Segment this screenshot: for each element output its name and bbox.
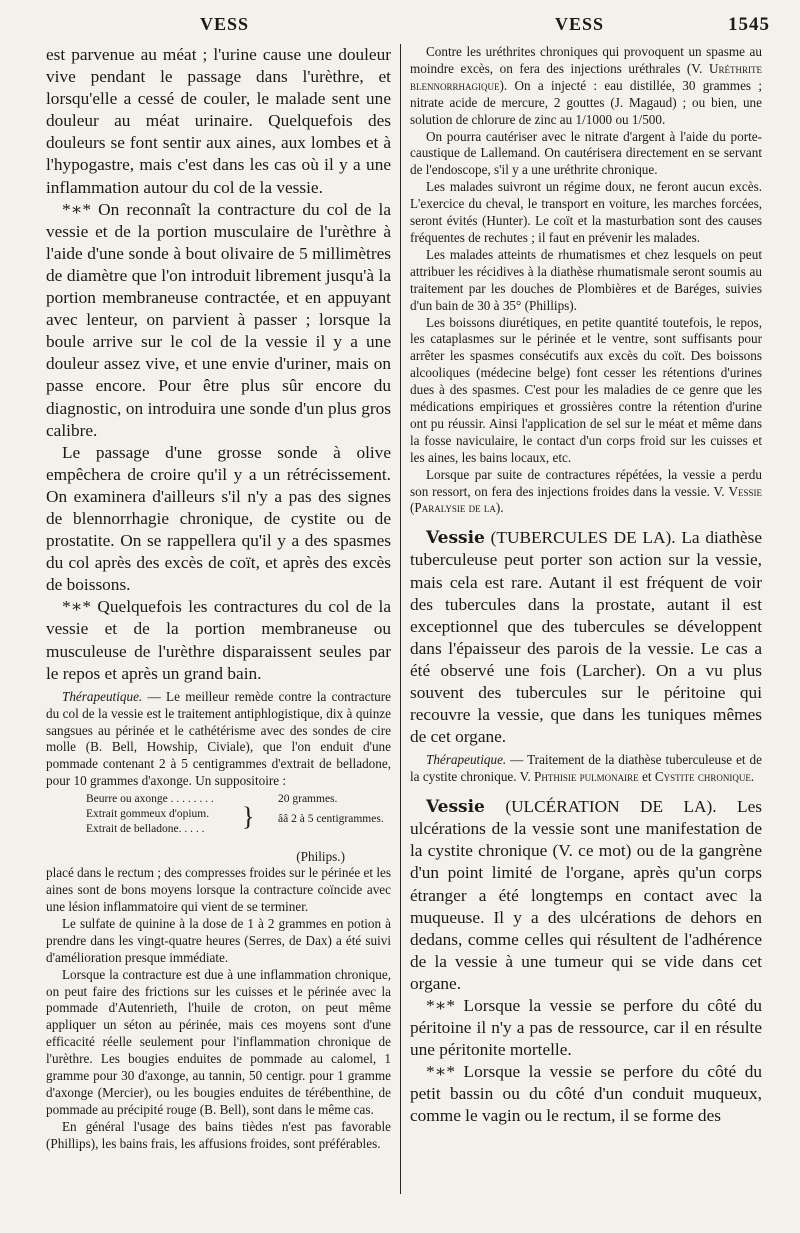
therapeutique-text: — Le meilleur remède contre la contracture du col de la vessie est le traitement antiphlogistique, dix à quinze sangsues au périnée et le cathétérisme avec des sondes de cire molle (B. Bell, Howship, Civiale), que l'on enduit d'une pommade contenant 2 à 5 centigrammes d'extrait de belladone, pour 10 grammes d'axonge. Un suppositoire : [46,688,391,789]
entry-text: La diathèse tuberculeuse peut porter son action sur la vessie, mais cela est rare. Autant il est fréquent de voir des tubercules dans la prostate, autant il est exceptionnel que des tubercules se développent dans l'épaisseur des parois de la vessie. Le cas a été observé une fois (Larcher). On a vu plus souvent des tubercules sur le péritoine qui recouvre la vessie, que dans les tuniques mêmes de cet organe. [410,528,762,747]
entry-title: (TUBERCULES DE LA). [484,528,676,548]
left-therapeutique-paragraph [46,689,391,790]
right-paragraph-6: Lorsque par suite de contractures répétées, la vessie a perdu son ressort, on fera des injections froides dans la vessie. V. Vessie (Paralysie de la). [410,466,762,516]
entry-headword: Vessie [426,797,485,818]
formula-quantity-2: ââ 2 à 5 centigrammes. [278,813,384,826]
left-paragraph-7: Le sulfate de quinine à la dose de 1 à 2 grammes en potion à prendre dans les vingt-quatre heures (Serres, de Dax) a été suivi d'amélioration presque immédiate. [46,915,391,965]
right-paragraph-2: On pourra cautériser avec le nitrate d'argent à l'aide du porte-caustique de Lallemand. On cautérisera directement en se servant de l'endoscope, s'il y a une uréthrite chronique. [410,128,762,178]
right-paragraph-5: Les boissons diurétiques, en petite quantité toutefois, le repos, les cataplasmes sur le périnée et le ventre, sont suffisants pour arrêter les spasmes consécutifs aux excès du coït. Des boissons alcooliques (médecine belge) font cesser les rétentions d'urines dues à des spasmes. C'est pour les maladies de ce genre que les médications empiriques et grossières contre la rétention d'urine ont pu réussir. Ainsi l'application de sel sur le méat et même dans la fosse naviculaire, le contact d'un corps froid sur les cuisses et les aines, les bains locaux, etc. [410,314,762,465]
running-header [40,14,770,40]
right-paragraph-7: *∗* Lorsque la vessie se perfore du côté du péritoine il n'y a pas de ressource, car il en résulte une péritonite mortelle. [410,995,762,1060]
formula-line-2: Extrait gommeux d'opium. [86,808,210,821]
right-column [410,44,762,1128]
left-paragraph-6: placé dans le rectum ; des compresses froides sur le périnée et les aines sont de bons moyens lorsque la contracture coïncide avec une lésion inflammatoire qui vient de se terminer. [46,865,391,914]
right-paragraph-1: Contre les uréthrites chroniques qui provoquent un spasme au moindre excès, on fera des injections uréthrales (V. Uréthrite blennorrhagique). On a injecté : eau distillée, 30 grammes ; nitrate acide de mercure, 2 gouttes (J. Magaud) ; ou bien, une solution de chlorure de zinc au 1/1000 ou 1/500. [410,44,762,127]
formula-author: (Philips.) [296,849,345,865]
left-paragraph-2 [46,199,391,442]
left-paragraph-8: Lorsque la contracture est due à une inflammation chronique, on peut faire des frictions sur les cuisses et le périnée avec la pommade d'Autenrieth, l'huile de croton, on peut même appliquer un séton au périnée, mais ces moyens sont d'une efficacité réelle seulement pour l'inflammation chronique de l'urèthre. Les bougies enduites de pommade au calomel, 1 gramme pour 30 d'axonge, au tannin, 50 centigr. pour 1 gramme d'axonge (Mercier), ou les bougies enduites de térébenthine, de pommade au précipité rouge (B. Bell), sont dans le même cas. [46,966,391,1117]
asterism-mark: *∗* [426,1062,456,1082]
left-paragraph-4-text: Quelquefois les contractures du col de la vessie et de la portion membraneuse ou musculeuse de l'urèthre disparaissent seules par le repos et après un grand bain. [46,597,391,683]
formula-brace: } [242,802,255,832]
asterism-mark: *∗* [62,199,92,219]
entry-headword: Vessie [426,528,485,549]
right-paragraph-3: Les malades suivront un régime doux, ne feront aucun excès. L'exercice du cheval, le transport en voiture, les marches forcées, seront évités (Hunter). Le coït et la masturbation sont des causes fréquentes de rechutes ; il faut en prévenir les malades. [410,179,762,245]
left-paragraph-2-text: On reconnaît la contracture du col de la vessie et de la portion musculaire de l'urèthre à l'aide d'une sonde à bout olivaire de 5 millimètres de diamètre que l'on introduit librement jusqu'à la portion membraneuse contractée, et en appuyant avec lenteur, on parvient à passer ; lorsque la boule arrive sur le col de la vessie il y a une douleur assez vive, et une envie d'uriner, mais on passe encore. Pour être plus sûr encore du diagnostic, on introduira une sonde d'un plus gros calibre. [46,199,391,440]
entry-title: (ULCÉRATION DE LA). [484,797,717,817]
cross-reference: Phthisie pulmonaire [534,769,639,785]
right-paragraph-8: *∗* Lorsque la vessie se perfore du côté du petit bassin ou du côté d'un conduit muqueux, comme le vagin ou le rectum, il se forme des [410,1062,762,1126]
cross-reference: Cystite chronique [654,769,751,785]
therapeutique-label: Thérapeutique. [62,688,143,704]
cross-reference: Vessie (Paralysie de la). [410,483,762,516]
column-divider [400,44,401,1194]
asterism-mark: *∗* [426,995,456,1015]
cross-reference: Uréthrite blennorrhagique [410,60,762,93]
header-left-word: VESS [200,14,250,34]
asterism-mark: *∗* [62,597,92,617]
entry-tubercules [410,527,762,748]
entry-tubercules-therapeutique: Thérapeutique. — Traitement de la diathèse tuberculeuse et de la cystite chronique. V. Phthisie pulmonaire et Cystite chronique. [410,752,762,785]
suppository-formula [46,792,391,848]
page-number: 1545 [728,14,770,35]
left-paragraph-1: est parvenue au méat ; l'urine cause une douleur vive pendant le passage dans l'urèthre, et lorsqu'elle a cessé de couler, le malade sent une douleur au méat urinaire. Quelquefois des douleurs se font sentir aux aines, aux lombes et à l'hypogastre, mais c'est dans les cas où il y a une inflammation autour du col de la vessie. [46,45,391,197]
formula-quantity-1: 20 grammes. [278,793,338,806]
right-paragraph-4: Les malades atteints de rhumatismes et chez lesquels on peut attribuer les récidives à la diathèse rhumatismale seront soumis au traitement par les douches de Plombières et de Baréges, suivies d'un bain de 30 à 35° (Phillips). [410,246,762,313]
left-paragraph-4 [46,596,391,684]
left-paragraph-3: Le passage d'une grosse sonde à olive empêchera de croire qu'il y a un rétrécissement. On examinera d'ailleurs s'il n'y a pas des signes de blennorrhagie chronique, de cystite ou de prostatite. On se rappellera qu'il y a des spasmes du col après des excès de coït, et après des excès de boissons. [46,442,391,595]
therapeutique-label: Thérapeutique. [426,752,507,768]
formula-line-3: Extrait de belladone. . . . . [86,823,205,836]
formula-ingredients [86,792,214,837]
formula-line-1: Beurre ou axonge . . . . . . . . [86,793,214,806]
left-column [46,44,391,1153]
entry-ulceration [410,796,762,995]
left-paragraph-9: En général l'usage des bains tièdes n'est pas favorable (Phillips), les bains frais, les affusions froides, sont préférables. [46,1118,391,1151]
header-right-word: VESS [555,14,605,34]
entry-text: Les ulcérations de la vessie sont une manifestation de la cystite chronique (V. ce mot) ou de la gangrène d'un point limité de l'organe, après qu'un corps étranger a été longtemps en contact avec la muqueuse. Il y a des ulcérations de dehors en dedans, comme celles qui résultent de l'adhérence de la vessie à une tumeur qui se vide dans cet organe. [410,797,762,993]
